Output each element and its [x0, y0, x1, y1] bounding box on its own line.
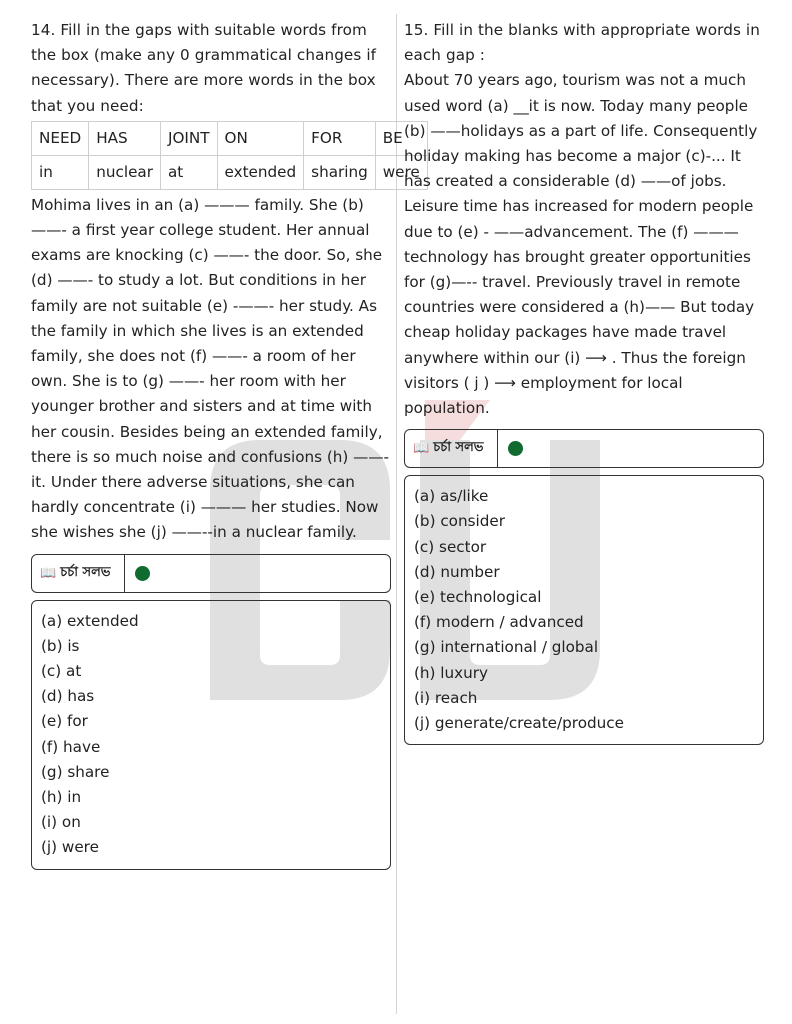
word-cell: FOR: [304, 121, 376, 155]
word-cell: BE: [375, 121, 427, 155]
q14-solution-toggle[interactable]: [31, 554, 391, 593]
word-box-row: [32, 121, 428, 155]
answer-item: (h) in: [41, 788, 82, 807]
book-icon: 📖: [413, 441, 430, 457]
q15-passage: About 70 years ago, tourism was not a much used word (a) __it is now. Today many people (b) ——holidays as a part of life. Consequently holiday making has become a major (c)-... It has created a considerable (d) ——of jobs. Leisure time has increased for modern people due to (e) - ——advancement. The (f) ———technology has brought greater opportunities for (g)—-- travel. Previously travel in remote countries were considered a (h)—— But today cheap holiday packages have made travel anywhere within our (i) ⟶ . Thus the foreign visitors ( j ) ⟶ employment for local population.: [404, 71, 758, 418]
word-cell: sharing: [304, 155, 376, 189]
answer-item: (f) modern / advanced: [414, 613, 584, 632]
answer-item: (d) has: [41, 687, 95, 706]
answer-item: (a) extended: [41, 611, 139, 630]
answer-item: (g) international / global: [414, 638, 599, 657]
answer-item: (j) generate/create/produce: [414, 714, 624, 733]
word-cell: nuclear: [89, 155, 161, 189]
bar-separator: [497, 430, 498, 467]
book-icon: 📖: [40, 565, 57, 581]
answer-item: (j) were: [41, 838, 99, 857]
answer-item: (a) as/like: [414, 487, 489, 506]
q14-answer-list: [31, 600, 391, 870]
status-dot-icon: [508, 441, 523, 456]
question-14: [31, 18, 420, 870]
solution-label: চর্চা সলভ: [433, 440, 484, 456]
status-dot-icon: [135, 566, 150, 581]
q14-instruction: 14. Fill in the gaps with suitable words from the box (make any 0 grammatical changes if necessary). There are more words in the box that you need:: [31, 21, 377, 115]
answer-item: (e) technological: [414, 588, 542, 607]
word-box-row: [32, 155, 428, 189]
word-cell: were: [375, 155, 427, 189]
answer-item: (c) sector: [414, 537, 487, 556]
answer-item: (f) have: [41, 737, 101, 756]
word-cell: in: [32, 155, 89, 189]
answer-item: (d) number: [414, 562, 500, 581]
answer-item: (i) on: [41, 813, 81, 832]
answer-item: (g) share: [41, 762, 110, 781]
word-cell: NEED: [32, 121, 89, 155]
word-cell: at: [160, 155, 217, 189]
q15-instruction: 15. Fill in the blanks with appropriate words in each gap :: [404, 21, 760, 65]
answer-item: (h) luxury: [414, 663, 488, 682]
bar-separator: [124, 555, 125, 592]
solution-label: চর্চা সলভ: [60, 564, 111, 580]
answer-item: (b) is: [41, 636, 80, 655]
answer-item: (c) at: [41, 662, 82, 681]
answer-item: (i) reach: [414, 688, 478, 707]
word-cell: extended: [217, 155, 304, 189]
question-15: [404, 18, 764, 745]
word-cell: JOINT: [160, 121, 217, 155]
q14-passage: Mohima lives in an (a) ——— family. She (b) ——- a first year college student. Her annual exams are knocking (c) ——- the door. So, she (d) ——- to study a lot. But conditions in her family are not suitable (e) -——- her study. As the family in which she lives is an extended family, she does not (f) ——- a room of her own. She is to (g) ——- her room with her younger brother and sisters and at time with her cousin. Besides being an extended family, there is so much noise and confusions (h) ——- it. Under there adverse situations, she can hardly concentrate (i) ——— her studies. Now she wishes she (j) ——--in a nuclear family.: [31, 195, 390, 542]
word-cell: ON: [217, 121, 304, 155]
q15-solution-toggle[interactable]: [404, 429, 764, 468]
answer-item: (b) consider: [414, 512, 505, 531]
answer-item: (e) for: [41, 712, 88, 731]
word-cell: HAS: [89, 121, 161, 155]
q15-answer-list: [404, 475, 764, 745]
word-box-table: [31, 121, 428, 190]
